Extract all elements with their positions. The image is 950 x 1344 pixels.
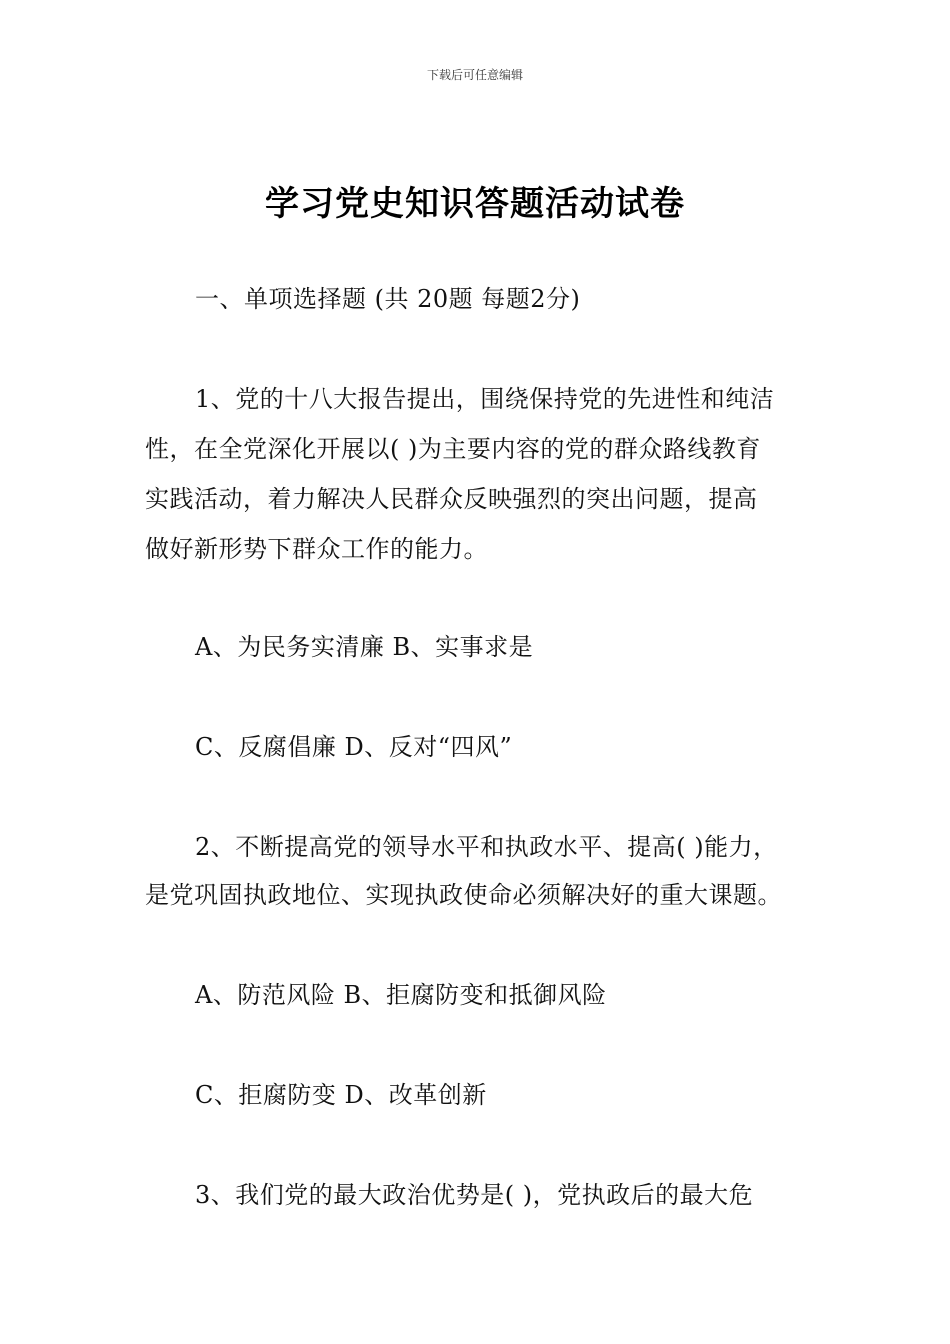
question-text-line: 是党巩固执政地位、实现执政使命必须解决好的重大课题。 [145, 881, 782, 909]
question-text-line: 2、不断提高党的领导水平和执政水平、提高( )能力， [195, 833, 778, 861]
question-text-line: 1、党的十八大报告提出，围绕保持党的先进性和纯洁 [195, 385, 775, 413]
page-header: 下载后可任意编辑 [426, 68, 523, 82]
document-title: 学习党史知识答题活动试卷 [265, 184, 685, 224]
question-text-line: 做好新形势下群众工作的能力。 [145, 535, 488, 563]
answer-options: A、防范风险 B、拒腐防变和抵御风险 [195, 981, 607, 1009]
answer-options: C、反腐倡廉 D、反对“四风” [195, 733, 513, 761]
section-heading: 一、单项选择题 (共 20题 每题2分) [195, 285, 581, 313]
question-text-line: 3、我们党的最大政治优势是( )，党执政后的最大危 [195, 1181, 754, 1209]
question-text-line: 实践活动，着力解决人民群众反映强烈的突出问题，提高 [145, 485, 758, 513]
answer-options: C、拒腐防变 D、改革创新 [195, 1081, 487, 1109]
question-text-line: 性，在全党深化开展以( )为主要内容的党的群众路线教育 [145, 435, 761, 463]
answer-options: A、为民务实清廉 B、实事求是 [195, 633, 534, 661]
